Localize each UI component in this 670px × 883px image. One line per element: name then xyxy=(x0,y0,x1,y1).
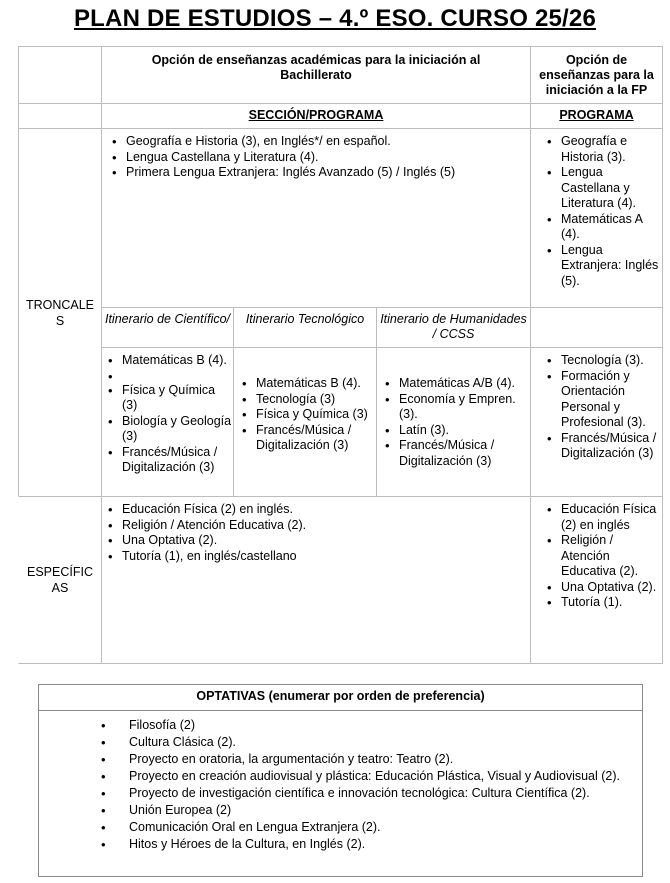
list-item: • Religión / Atención Educativa (2). xyxy=(541,533,662,580)
list-item: • Física y Química (3) xyxy=(102,383,233,414)
list-item: • Proyecto en oratoria, la argumentación y teatro: Teatro (2). xyxy=(109,751,642,768)
list-item: • Tecnología (3) xyxy=(236,392,376,408)
list-item: • Biología y Geología (3) xyxy=(102,414,233,445)
itinerario-header-1 xyxy=(101,307,234,348)
list-item: • Una Optativa (2). xyxy=(102,533,530,549)
itinerario-humanidades-list xyxy=(379,376,530,469)
list-item: • Una Optativa (2). xyxy=(541,580,662,596)
list-item: • Matemáticas A (4). xyxy=(541,212,662,243)
optativas-list xyxy=(39,711,642,853)
optativas-box xyxy=(38,684,643,877)
list-item: • Tecnología (3). xyxy=(541,353,662,369)
itinerario-header-fp-empty xyxy=(530,307,663,348)
troncales-fp-list xyxy=(541,134,662,289)
list-item: • Lengua Extranjera: Inglés (5). xyxy=(541,243,662,290)
page-title: PLAN DE ESTUDIOS – 4.º ESO. CURSO 25/26 xyxy=(73,5,597,32)
list-item: • Geografía e Historia (3). xyxy=(541,134,662,165)
list-item: • Comunicación Oral en Lengua Extranjera (2). xyxy=(109,819,642,836)
troncales-label-cell xyxy=(18,128,102,497)
itinerario-humanidades xyxy=(376,347,531,497)
itinerario-tecnologico xyxy=(233,347,377,497)
troncales-bach-common xyxy=(101,128,531,308)
list-item: • Lengua Castellana y Literatura (4). xyxy=(541,165,662,212)
list-item: • Lengua Castellana y Literatura (4). xyxy=(106,150,530,166)
list-item: • Geografía e Historia (3), en Inglés*/ en español. xyxy=(106,134,530,150)
itinerario-tecnologico-list xyxy=(236,376,376,454)
subheader-empty-cell xyxy=(18,103,102,129)
itinerario-fp-list xyxy=(541,353,662,462)
list-item: • Latín (3). xyxy=(379,423,530,439)
especificas-fp-list xyxy=(541,502,662,611)
itinerario-header-2 xyxy=(233,307,377,348)
itinerario-cientifico-title: Itinerario de Científico/ xyxy=(104,312,231,326)
itinerario-fp xyxy=(530,347,663,497)
list-item: • Francés/Música / Digitalización (3) xyxy=(102,445,233,476)
subheader-programa xyxy=(530,103,663,129)
list-item: • Matemáticas A/B (4). xyxy=(379,376,530,392)
itinerario-header-3 xyxy=(376,307,531,348)
list-spacer xyxy=(102,369,233,383)
header-fp-text: Opción de enseñanzas para la iniciación a la FP xyxy=(539,53,654,97)
troncales-fp xyxy=(530,128,663,308)
header-empty-cell xyxy=(18,46,102,104)
itinerario-humanidades-title: Itinerario de Humanidades / CCSS xyxy=(380,312,527,341)
header-bachillerato-text: Opción de enseñanzas académicas para la iniciación al Bachillerato xyxy=(151,53,481,82)
list-item: • Formación y Orientación Personal y Profesional (3). xyxy=(541,369,662,431)
list-item: • Proyecto de investigación científica e innovación tecnológica: Cultura Científica (2). xyxy=(109,785,642,802)
list-item: • Primera Lengua Extranjera: Inglés Avanzado (5) / Inglés (5) xyxy=(106,165,530,181)
especificas-label: ESPECÍFICAS xyxy=(27,565,93,595)
list-item: • Unión Europea (2) xyxy=(109,802,642,819)
especificas-bach xyxy=(101,496,531,664)
list-item: • Educación Física (2) en inglés. xyxy=(102,502,530,518)
list-item: • Tutoría (1). xyxy=(541,595,662,611)
list-item: • Hitos y Héroes de la Cultura, en Inglés (2). xyxy=(109,836,642,853)
programa-label: PROGRAMA xyxy=(559,108,634,122)
especificas-bach-list xyxy=(102,502,530,564)
list-item: • Física y Química (3) xyxy=(236,407,376,423)
list-item: • Religión / Atención Educativa (2). xyxy=(102,518,530,534)
list-item: • Francés/Música / Digitalización (3) xyxy=(236,423,376,454)
especificas-fp xyxy=(530,496,663,664)
list-item: • Matemáticas B (4). xyxy=(236,376,376,392)
list-item: • Cultura Clásica (2). xyxy=(109,734,642,751)
troncales-bach-list xyxy=(106,134,530,181)
itinerario-tecnologico-title: Itinerario Tecnológico xyxy=(245,312,365,326)
header-fp xyxy=(530,46,663,104)
list-item: • Proyecto en creación audiovisual y plástica: Educación Plástica, Visual y Audiovisual (2). xyxy=(109,768,642,785)
list-item: • Tutoría (1), en inglés/castellano xyxy=(102,549,530,565)
seccion-programa-label: SECCIÓN/PROGRAMA xyxy=(248,108,384,122)
itinerario-cientifico xyxy=(101,347,234,497)
list-item: • Francés/Música / Digitalización (3) xyxy=(541,431,662,462)
list-item: • Economía y Empren. (3). xyxy=(379,392,530,423)
especificas-label-cell xyxy=(18,496,102,664)
list-item: • Filosofía (2) xyxy=(109,717,642,734)
list-item: • Educación Física (2) en inglés xyxy=(541,502,662,533)
list-item: • Matemáticas B (4). xyxy=(102,353,233,369)
subheader-seccion xyxy=(101,103,531,129)
troncales-label: TRONCALES xyxy=(25,297,95,328)
optativas-header: OPTATIVAS (enumerar por orden de preferencia) xyxy=(39,685,642,711)
itinerario-cientifico-list xyxy=(102,353,233,476)
list-item: • Francés/Música / Digitalización (3) xyxy=(379,438,530,469)
header-bachillerato xyxy=(101,46,531,104)
